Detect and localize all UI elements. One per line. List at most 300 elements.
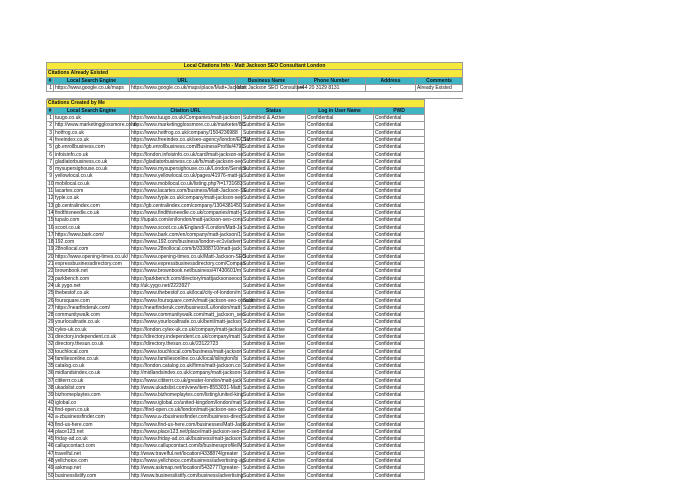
status-cell: Submitted & Active [242,458,306,465]
login-cell: Confidential [306,136,374,143]
status-cell: Submitted & Active [242,304,306,311]
login-cell: Confidential [306,436,374,443]
status-cell: Submitted & Active [242,275,306,282]
citation-url-cell: https://www.tuugo.co.uk/Companies/matt-jackson [131,115,241,122]
pwd-cell: Confidential [374,319,425,326]
status-cell: Submitted & Active [242,377,306,384]
row-number: 10 [48,180,54,187]
login-cell: Confidential [306,275,374,282]
status-cell: Submitted & Active [242,239,306,246]
search-engine-cell: yourlocaltrade.co.uk [54,319,130,326]
login-cell: Confidential [306,253,374,260]
pwd-cell: Confidential [374,173,425,180]
search-engine-cell: iglobal.co [54,399,130,406]
row-number: 20 [48,253,54,260]
login-cell: Confidential [306,363,374,370]
status-cell: Submitted & Active [242,224,306,231]
pwd-cell: Confidential [374,129,425,136]
sheet-title: Local Citations Info - Matt Jackson SEO Consultant London [47,63,463,70]
citation-url-cell: https://www.marketingglossmore.co.uk/marketer/8C [131,122,246,129]
table-cell: - [366,84,416,91]
column-header: Business Name [236,77,298,84]
pwd-cell: Confidential [374,246,425,253]
search-engine-cell: cylex-uk.co.uk [54,326,130,333]
pwd-cell: Confidential [374,348,425,355]
row-number: 13 [48,202,54,209]
search-engine-cell: foursquare.com [54,297,130,304]
table-row [47,261,425,268]
table-cell: https://www.google.co.uk/maps [54,84,130,91]
status-cell: Submitted & Active [242,217,306,224]
row-number: 7 [47,158,54,165]
table-row [47,370,425,377]
status-cell: Submitted & Active [242,399,306,406]
status-cell: Submitted & Active [242,450,306,457]
table-cell: +44 20 3129 8131 [298,84,366,91]
status-cell: Submitted & Active [242,319,306,326]
row-number: 26 [48,297,54,304]
citation-url-cell: https://www.callupcontact.com/b/businessprofile/M [131,443,243,450]
status-cell: Submitted & Active [242,136,306,143]
row-number: 3 [47,129,54,136]
row-number: 34 [48,355,54,362]
status-cell: Submitted & Active [242,151,306,158]
citation-url-cell: https://www.findthisneedle.co.uk/companies/matt-j [131,209,242,216]
table-cell: 1 [47,84,54,91]
status-cell: Submitted & Active [242,421,306,428]
status-cell: Submitted & Active [242,173,306,180]
table-row [47,195,425,202]
table-row [47,458,425,465]
citation-url-cell: https://www.mysupersighouse.co.uk/London/Service [131,166,247,173]
status-cell: Submitted & Active [242,144,306,151]
citation-url-cell: https://www.find-us-here.com/businesses/Matt-Jack [131,421,245,428]
search-engine-cell: fyple.co.uk [54,195,130,202]
search-engine-cell: mysupersighouse.co.uk [54,166,130,173]
table-row [47,392,425,399]
pwd-cell: Confidential [374,450,425,457]
pwd-cell: Confidential [374,275,425,282]
table-row [47,151,425,158]
search-engine-cell: friday-ad.co.uk [54,436,130,443]
pwd-cell: Confidential [374,399,425,406]
status-cell: Submitted & Active [242,333,306,340]
citation-url-cell: https://www.freeindex.co.uk/seo-agency/london/EC1V [131,136,250,143]
login-cell: Confidential [306,180,374,187]
pwd-cell: Confidential [374,465,425,472]
search-engine-cell: lacartes.com [54,188,130,195]
table-row [47,290,425,297]
login-cell: Confidential [306,297,374,304]
status-cell: Submitted & Active [242,370,306,377]
row-number: 44 [48,428,54,435]
search-engine-cell: find-open.co.uk [54,406,130,413]
search-engine-cell: hotfrog.co.uk [54,129,130,136]
row-number: 30 [48,326,54,333]
row-number: 41 [48,406,54,413]
status-cell: Submitted & Active [242,326,306,333]
citation-url-cell: https://www.thebestof.co.uk/local/city-of-london/m [131,290,241,297]
row-number: 25 [48,290,54,297]
table-row [47,319,425,326]
login-cell: Confidential [306,129,374,136]
status-cell: Submitted & Active [242,202,306,209]
login-cell: Confidential [306,392,374,399]
table-row [47,443,425,450]
table-cell: https://www.google.co.uk/maps/place/Matt+Jackson [131,84,246,91]
pwd-cell: Confidential [374,290,425,297]
pwd-cell: Confidential [374,385,425,392]
table-row [47,312,425,319]
citation-url-cell: https://www.yourlocaltrade.co.uk/bent/matt-jackso [131,319,241,326]
created-header-row [47,107,425,114]
row-number: 23 [48,275,54,282]
status-cell: Submitted & Active [242,195,306,202]
search-engine-cell: a-zbusinessfinder.com [54,414,130,421]
table-row [47,333,425,340]
table-row [47,326,425,333]
table-row [47,348,425,355]
citation-url-cell: https://www.iglobal.co/united-kingdom/london/mat [131,399,241,406]
existing-header-row [47,77,463,84]
search-engine-cell: communitywalk.com [54,312,130,319]
login-cell: Confidential [306,443,374,450]
table-row [47,173,425,180]
table-row [47,341,425,348]
search-engine-cell: infoisinfo.co.uk [54,151,130,158]
table-row [47,465,425,472]
table-row [47,129,425,136]
table-row [47,180,425,187]
status-cell: Submitted & Active [242,406,306,413]
pwd-cell: Confidential [374,122,425,129]
row-number: 42 [48,414,54,421]
search-engine-cell: 192.com [54,239,130,246]
table-row [47,136,425,143]
search-engine-cell: directory.independent.co.uk [54,333,130,340]
citation-url-cell: https://www.bizhomeplaytes.com/listing/united-king [131,392,244,399]
citation-url-cell: https://directory.thesun.co.uk/23122723 [130,341,242,348]
row-number: 29 [48,319,54,326]
status-cell: Submitted & Active [242,341,306,348]
status-cell: Submitted & Active [242,261,306,268]
citation-url-cell: https://www.mobilocal.co.uk/listing.php?i=1731683 [131,180,243,187]
search-engine-cell: yellchoice.com [54,458,130,465]
citation-url-cell: http://midlandsindex.co.uk/company/matt-jackson- [131,370,242,377]
citation-url-cell: https://www.friday-ad.co.uk/business/matt-jackson [131,436,242,443]
citation-url-cell: https://www.opening-times.co.uk/Matt-Jackson-SEO [131,253,247,260]
pwd-cell: Confidential [374,144,425,151]
login-cell: Confidential [306,209,374,216]
pwd-cell: Confidential [374,115,425,122]
status-cell: Submitted & Active [242,348,306,355]
login-cell: Confidential [306,355,374,362]
login-cell: Confidential [306,414,374,421]
citation-url-cell: https://www.familiesonline.co.uk/local/islington/bi [130,355,242,362]
pwd-cell: Confidential [374,472,425,479]
pwd-cell: Confidential [374,282,425,289]
table-row [47,450,425,457]
login-cell: Confidential [306,377,374,384]
search-engine-cell: callupcontact.com [54,443,130,450]
login-cell: Confidential [306,465,374,472]
row-number: 11 [48,188,54,195]
citation-url-cell: http://www.businesslistify.com/business/advertising [131,472,244,479]
row-number: 31 [48,333,54,340]
pwd-cell: Confidential [374,421,425,428]
status-cell: Submitted & Active [242,414,306,421]
citation-url-cell: https://www.yellchoice.com/business/advertising-ag [131,458,245,465]
login-cell: Confidential [306,341,374,348]
row-number: 49 [48,465,54,472]
status-cell: Submitted & Active [242,158,306,165]
row-number: 28 [48,312,54,319]
row-number: 19 [48,246,54,253]
pwd-cell: Confidential [374,195,425,202]
login-cell: Confidential [306,268,374,275]
row-number: 33 [48,348,54,355]
status-cell: Submitted & Active [242,282,306,289]
status-cell: Submitted & Active [242,465,306,472]
login-cell: Confidential [306,188,374,195]
login-cell: Confidential [306,282,374,289]
table-row [47,166,425,173]
table-row [47,122,425,129]
table-row [47,436,425,443]
search-engine-cell: catalog.co.uk [54,363,130,370]
login-cell: Confidential [306,195,374,202]
search-engine-cell: thebestof.co.uk [54,290,130,297]
login-cell: Confidential [306,458,374,465]
table-row [47,217,425,224]
search-engine-cell: https://www.opening-times.co.uk/ [55,253,129,260]
search-engine-cell: yellowlocal.co.uk [54,173,130,180]
citation-url-cell: https://www.yellowlocal.co.uk/pages/41976-matt-ja [131,173,243,180]
column-header: Citation URL [130,107,242,114]
citation-url-cell: https://www.expressbusinessdirectory.com/Compan [131,261,246,268]
row-number: 17 [48,231,54,238]
pwd-cell: Confidential [374,180,425,187]
citation-url-cell: https://www.cititerrr.co.uk/greater-london/matt-jack [131,377,242,384]
pwd-cell: Confidential [374,363,425,370]
column-header: Local Search Engine [54,77,130,84]
row-number: 18 [48,239,54,246]
created-citations-table [46,99,425,479]
row-number: 6 [47,151,54,158]
login-cell: Confidential [306,261,374,268]
citation-url-cell: https://www.hotfrog.co.uk/company/1504236988 [130,129,242,136]
table-row [47,428,425,435]
column-header: Comments [416,77,463,84]
section-label-existing: Citations Already Existed [47,70,463,77]
citation-url-cell: https://london.infoisinfo.co.uk/card/matt-jackson-se [131,151,244,158]
row-number: 4 [47,136,54,143]
search-engine-cell: place123.net [54,428,130,435]
pwd-cell: Confidential [374,217,425,224]
table-row [47,246,425,253]
pwd-cell: Confidential [374,202,425,209]
row-number: 38 [48,385,54,392]
row-number: 45 [48,436,54,443]
pwd-cell: Confidential [374,436,425,443]
login-cell: Confidential [306,246,374,253]
citation-url-cell: https://gladiatorbusiness.co.uk/fs/matt-jackson-seo [131,158,243,165]
login-cell: Confidential [306,173,374,180]
citation-url-cell: http://www.travelful.net/location/4338874/greater [130,450,242,457]
row-number: 8 [47,166,54,173]
pwd-cell: Confidential [374,377,425,384]
pwd-cell: Confidential [374,406,425,413]
table-row [47,202,425,209]
search-engine-cell: touchlocal.com [54,348,130,355]
citation-url-cell: https://www.brownbook.net/business/47430601/m [131,268,242,275]
status-cell: Submitted & Active [242,129,306,136]
status-cell: Submitted & Active [242,355,306,362]
table-row [47,472,425,479]
search-engine-cell: https://nearfinderuk.com/ [54,304,130,311]
citation-url-cell: https://www.lacartes.com/business/Matt-Jackson-SE [131,188,247,195]
pwd-cell: Confidential [374,158,425,165]
spreadsheet [46,62,462,480]
citation-url-cell: https://www.192.com/business/london-ec1v/advert [131,239,243,246]
table-row [47,188,425,195]
search-engine-cell: 28nollocal.com [54,246,130,253]
search-engine-cell: gladiatorbusiness.co.uk [54,158,130,165]
pwd-cell: Confidential [374,443,425,450]
pwd-cell: Confidential [374,370,425,377]
status-cell: Submitted & Active [242,115,306,122]
table-row [47,209,425,216]
table-row [47,144,425,151]
section-label-created: Citations Created by Me [47,100,425,107]
search-engine-cell: bizhomeplaytes.com [54,392,130,399]
citation-url-cell: http://uk.yygo.net/2223927 [130,282,242,289]
citation-url-cell: https://www.touchlocal.com/business/matt-jackson [131,348,243,355]
table-row [47,239,425,246]
login-cell: Confidential [306,144,374,151]
search-engine-cell: directory.thesun.co.uk [54,341,130,348]
login-cell: Confidential [306,319,374,326]
search-engine-cell: mobilocal.co.uk [54,180,130,187]
column-header: Log in User Name [306,107,374,114]
row-number: 22 [48,268,54,275]
existing-citations-table [46,62,463,99]
table-row [47,253,425,260]
status-cell: Submitted & Active [242,443,306,450]
login-cell: Confidential [306,231,374,238]
search-engine-cell: expressbusinessdirectory.com [54,261,130,268]
login-cell: Confidential [306,348,374,355]
status-cell: Submitted & Active [242,268,306,275]
status-cell: Submitted & Active [242,363,306,370]
row-number: 48 [48,458,54,465]
table-row [47,268,425,275]
row-number: 16 [48,224,54,231]
pwd-cell: Confidential [374,304,425,311]
citation-url-cell: https://nearfinderuk.com/business/Lu/london/matt [131,304,241,311]
search-engine-cell: https://www.bark.com/ [54,231,130,238]
status-cell: Submitted & Active [242,385,306,392]
pwd-cell: Confidential [374,326,425,333]
table-row [47,414,425,421]
citation-url-cell: http://www.askmap.net/location/5432777/greater- [131,465,240,472]
status-cell: Submitted & Active [242,246,306,253]
login-cell: Confidential [306,224,374,231]
table-row [47,297,425,304]
pwd-cell: Confidential [374,166,425,173]
status-cell: Submitted & Active [242,392,306,399]
pwd-cell: Confidential [374,341,425,348]
status-cell: Submitted & Active [242,297,306,304]
row-number: 32 [48,341,54,348]
column-header: Status [242,107,306,114]
column-header: Address [366,77,416,84]
login-cell: Confidential [306,290,374,297]
status-cell: Submitted & Active [242,231,306,238]
table-row [47,158,425,165]
search-engine-cell: travelful.net [54,450,130,457]
table-cell: Already Existed [416,84,463,91]
pwd-cell: Confidential [374,224,425,231]
table-row [47,385,425,392]
search-engine-cell: findthisneedle.co.uk [54,209,130,216]
login-cell: Confidential [306,312,374,319]
row-number: 27 [48,304,54,311]
citation-url-cell: https://london.catalog.co.uk/firms/matt-jackson.co [131,363,241,370]
search-engine-cell: brownbook.net [54,268,130,275]
login-cell: Confidential [306,450,374,457]
table-row [47,355,425,362]
table-row [47,377,425,384]
citation-url-cell: https://www.28nollocal.com/b/33388710/matt-jack [131,246,241,253]
column-header: # [47,77,54,84]
row-number: 39 [48,392,54,399]
search-engine-cell: http://www.marketingglossmore.co.uk [55,122,138,129]
row-number: 37 [48,377,54,384]
table-row [47,224,425,231]
pwd-cell: Confidential [374,151,425,158]
status-cell: Submitted & Active [242,290,306,297]
login-cell: Confidential [306,158,374,165]
row-number: 5 [47,144,54,151]
spacer-row [47,92,463,99]
table-row [47,406,425,413]
citation-url-cell: https://www.place123.net/place/matt-jackson-seo-c [131,428,244,435]
citation-url-cell: https://www.fyple.co.uk/company/matt-jackson-seo [131,195,243,202]
status-cell: Submitted & Active [242,180,306,187]
row-number: 24 [48,282,54,289]
search-engine-cell: midlandsindex.co.uk [54,370,130,377]
table-cell: Matt Jackson SEO Consultant [237,84,304,91]
login-cell: Confidential [306,406,374,413]
login-cell: Confidential [306,304,374,311]
citation-url-cell: http://www.ukadslist.com/view/item-8553031-Matt [131,385,241,392]
column-header: Local Search Engine [54,107,130,114]
pwd-cell: Confidential [374,428,425,435]
table-row [47,399,425,406]
pwd-cell: Confidential [374,414,425,421]
login-cell: Confidential [306,399,374,406]
citation-url-cell: http://tupalo.com/en/london/matt-jackson-seo-cons [131,217,244,224]
login-cell: Confidential [306,428,374,435]
citation-url-cell: https://www.bark.com/en/company/matt-jackson/1 [131,231,242,238]
search-engine-cell: askmap.net [54,465,130,472]
row-number: 35 [48,363,54,370]
login-cell: Confidential [306,326,374,333]
status-cell: Submitted & Active [242,188,306,195]
row-number: 43 [48,421,54,428]
citation-url-cell: https://www.communitywalk.com/matt_jackson_seo [131,312,245,319]
